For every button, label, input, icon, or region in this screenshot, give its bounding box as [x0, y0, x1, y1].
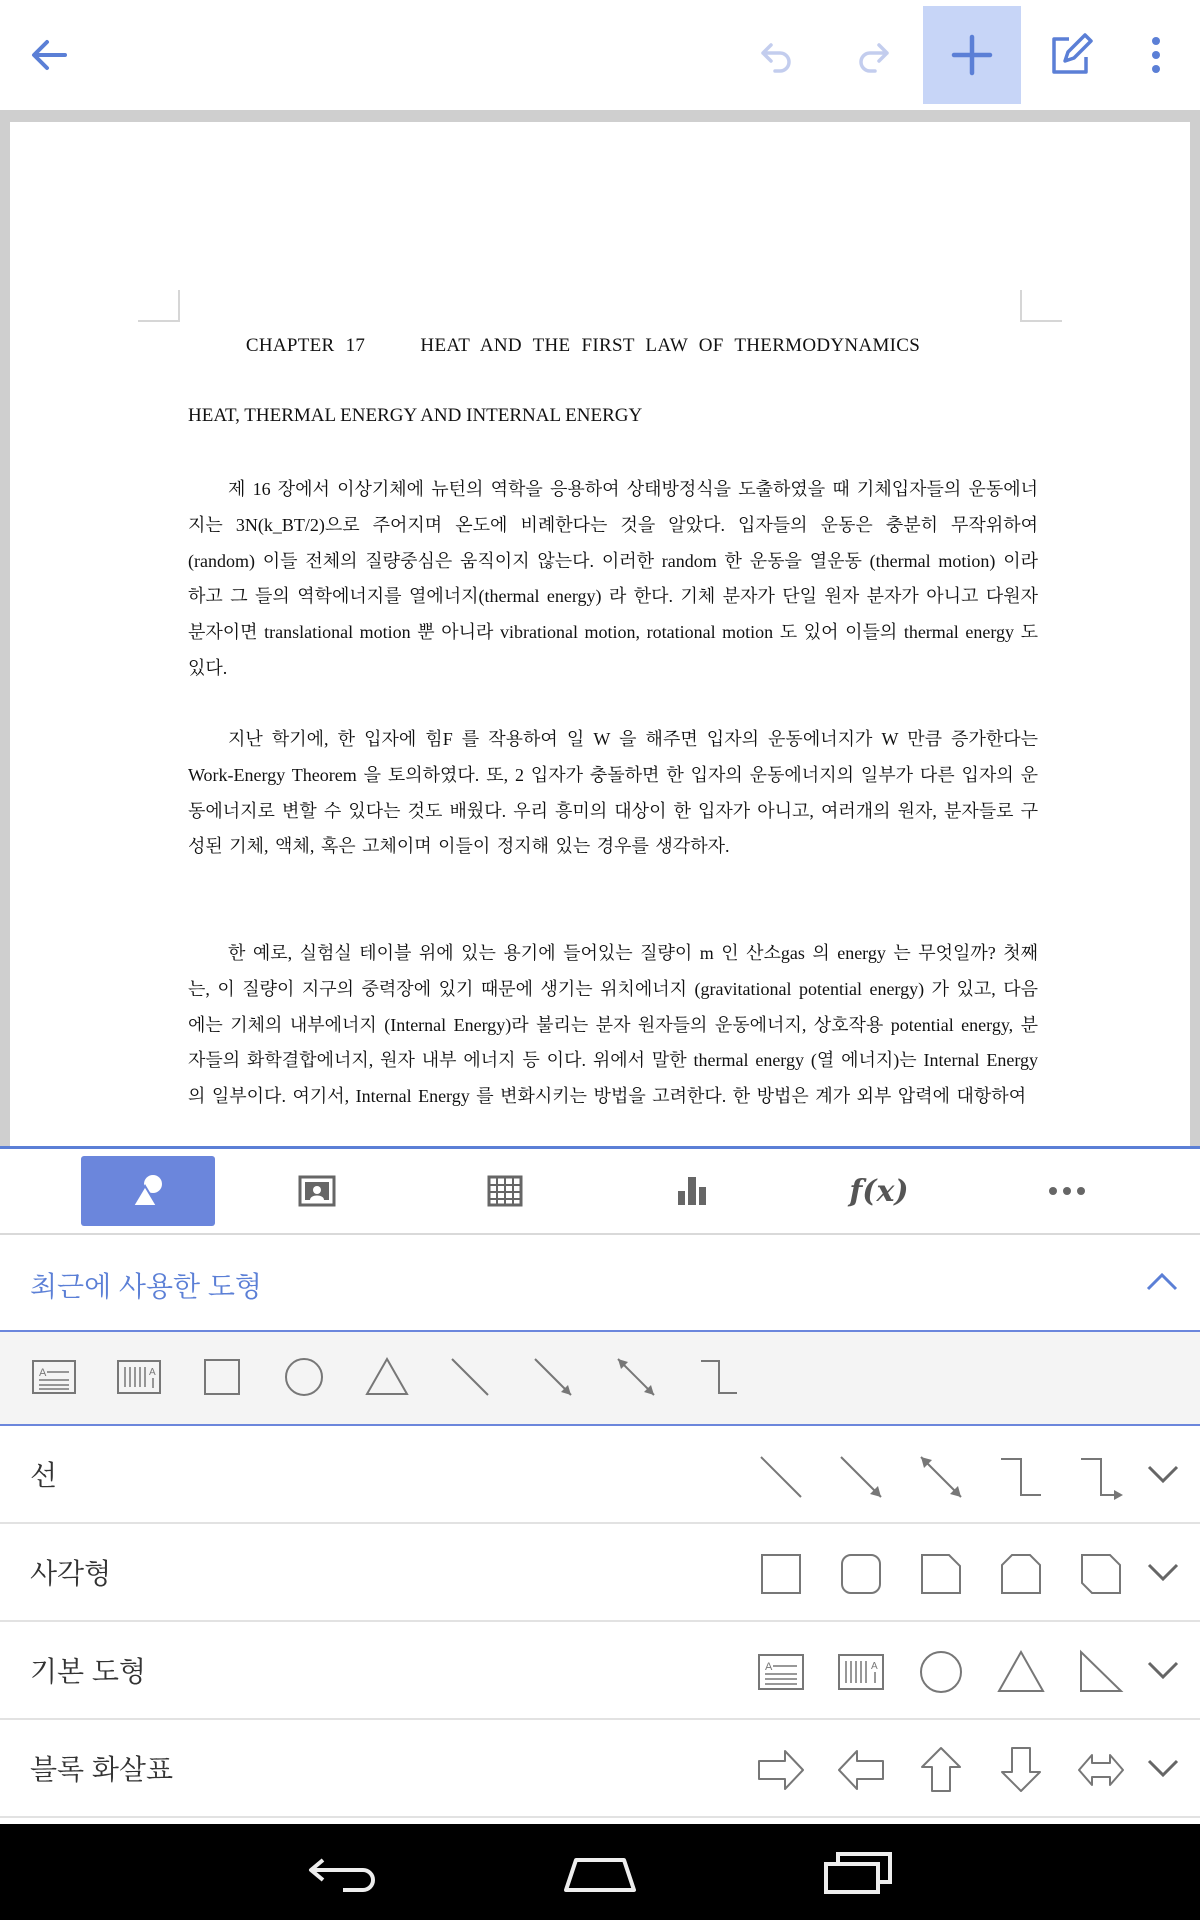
tab-function[interactable] [812, 1156, 946, 1226]
line-shape[interactable] [756, 1450, 806, 1500]
chevron-down-icon[interactable] [1142, 1550, 1184, 1592]
triangle-shape[interactable] [363, 1354, 411, 1400]
circle-shape[interactable] [916, 1646, 966, 1696]
function-icon: f(x) [849, 1173, 909, 1209]
chevron-up-icon[interactable] [1142, 1263, 1182, 1303]
recent-shapes-title: 최근에 사용한 도형 [30, 1271, 262, 1302]
category-basic-shapes[interactable] [0, 1622, 1200, 1720]
snip-corner-rectangle-shape[interactable] [916, 1548, 966, 1598]
chapter-heading: CHAPTER 17 HEAT AND THE FIRST LAW OF THERMODYNAMICS [245, 335, 921, 356]
snip-diagonal-rectangle-shape[interactable] [1076, 1548, 1126, 1598]
circle-shape[interactable] [280, 1354, 328, 1400]
category-label: 선 [30, 1460, 58, 1491]
paragraph: 한 예로, 실험실 테이블 위에 있는 용기에 들어있는 질량이 m 인 산소gas 의 energy 는 무엇일까? 첫째는, 이 질량이 지구의 중력장에 있기 때문에 생기는 위치에너지 (gravitational potential energy) 가 있고, 다음에는 기체의 내부에너지 (Internal Energy)라 불리는 분자 원자들의 운동에너지, 상호작용 potential energy, 분자들의 화학결합에너지, 원자 내부 에너지 등 이다. 위에서 말한 thermal energy (열 에너지)는 Internal Energy 의 일부이다. 여기서, Internal Energy 를 변화시키는 방법을 고려한다. 한 방법은 계가 외부 압력에 대항하여 [188, 943, 1038, 1107]
rectangle-shape[interactable] [198, 1354, 246, 1400]
tab-shapes[interactable] [81, 1156, 215, 1226]
text-box-horizontal-shape[interactable] [30, 1354, 78, 1400]
redo-icon [853, 35, 893, 75]
tab-more[interactable] [1000, 1156, 1134, 1226]
svg-text:A: A [871, 1661, 878, 1672]
paragraph: 제 16 장에서 이상기체에 뉴턴의 역학을 응용하여 상태방정식을 도출하였을 때 기체입자들의 운동에너지는 3N(k_BT/2)으로 주어지며 온도에 비례한다는 것을 알았다. 입자들의 운동은 충분히 무작위하여(random) 이들 전체의 질량중심은 움직이지 않는다. 이러한 random 한 운동을 열운동 (thermal motion) 이라 하고 그 들의 역학에너지를 열에너지(thermal energy) 라 한다. 기체 분자가 단일 원자 분자가 아니고 다원자 분자이면 translational motion 뿐 아니라 vibrational motion, rotational motion 도 있어 이들의 thermal energy 도 있다. [188, 479, 1038, 678]
plus-icon [950, 33, 994, 77]
shapes-icon [130, 1173, 166, 1209]
more-vertical-icon [1150, 35, 1162, 75]
category-rectangles[interactable] [0, 1524, 1200, 1622]
snip-two-corner-rectangle-shape[interactable] [996, 1548, 1046, 1598]
chevron-down-icon[interactable] [1142, 1746, 1184, 1788]
margin-corner-right [1020, 290, 1062, 322]
double-arrow-shape[interactable] [612, 1354, 660, 1400]
chart-icon [676, 1175, 708, 1207]
recent-shapes-row [0, 1332, 1200, 1424]
svg-text:A: A [39, 1367, 47, 1379]
svg-text:A: A [765, 1661, 773, 1673]
paragraph: 지난 학기에, 한 입자에 힘F 를 작용하여 일 W 을 해주면 입자의 운동에너지가 W 만큼 증가한다는 Work-Energy Theorem 을 토의하였다. 또, 2 입자가 충돌하면 한 입자의 운동에너지의 일부가 다른 입자의 운동에너지로 변할 수 있다는 것도 배웠다. 우리 흥미의 대상이 한 입자가 아니고, 여러개의 원자, 분자들로 구성된 기체, 액체, 혹은 고체이며 이들이 정지해 있는 경우를 생각하자. [188, 729, 1038, 857]
insert-button[interactable] [923, 6, 1021, 104]
category-label: 사각형 [30, 1558, 112, 1589]
triangle-shape[interactable] [996, 1646, 1046, 1696]
image-icon [298, 1175, 336, 1207]
text-box-horizontal-shape[interactable] [756, 1646, 806, 1696]
arrow-shape[interactable] [836, 1450, 886, 1500]
chevron-down-icon[interactable] [1142, 1648, 1184, 1690]
rounded-rectangle-shape[interactable] [836, 1548, 886, 1598]
svg-text:A: A [149, 1367, 156, 1378]
rectangle-shape[interactable] [756, 1548, 806, 1598]
category-label: 블록 화살표 [30, 1754, 174, 1785]
undo-icon [757, 35, 797, 75]
system-navigation-bar [0, 1824, 1200, 1920]
double-arrow-shape[interactable] [916, 1450, 966, 1500]
arrow-shape[interactable] [529, 1354, 577, 1400]
left-right-arrow-shape[interactable] [1076, 1744, 1126, 1794]
recent-shapes-header[interactable] [0, 1235, 1200, 1330]
edit-button[interactable] [1022, 6, 1120, 104]
back-arrow-icon [29, 35, 69, 75]
tab-image[interactable] [250, 1156, 384, 1226]
nav-home-icon[interactable] [560, 1846, 640, 1898]
top-toolbar [0, 0, 1200, 110]
table-icon [487, 1175, 523, 1207]
category-lines[interactable] [0, 1426, 1200, 1524]
insert-tabs [0, 1149, 1200, 1234]
up-arrow-shape[interactable] [916, 1744, 966, 1794]
elbow-arrow-shape[interactable] [1076, 1450, 1126, 1500]
back-button[interactable] [0, 6, 98, 104]
down-arrow-shape[interactable] [996, 1744, 1046, 1794]
right-triangle-shape[interactable] [1076, 1646, 1126, 1696]
text-box-vertical-shape[interactable] [836, 1646, 886, 1696]
right-arrow-shape[interactable] [756, 1744, 806, 1794]
document-area[interactable] [0, 110, 1200, 1148]
more-options-button[interactable] [1118, 6, 1194, 104]
left-arrow-shape[interactable] [836, 1744, 886, 1794]
nav-back-icon[interactable] [303, 1846, 383, 1898]
undo-button[interactable] [728, 6, 826, 104]
tab-table[interactable] [438, 1156, 572, 1226]
category-label: 기본 도형 [30, 1656, 146, 1687]
text-box-vertical-shape[interactable] [115, 1354, 163, 1400]
elbow-connector-shape[interactable] [695, 1354, 743, 1400]
line-shape[interactable] [446, 1354, 494, 1400]
margin-corner-left [138, 290, 180, 322]
nav-recents-icon[interactable] [818, 1846, 898, 1898]
section-heading: HEAT, THERMAL ENERGY AND INTERNAL ENERGY [188, 405, 643, 426]
chevron-down-icon[interactable] [1142, 1452, 1184, 1494]
redo-button[interactable] [824, 6, 922, 104]
document-page[interactable] [10, 122, 1190, 1148]
tab-chart[interactable] [625, 1156, 759, 1226]
edit-icon [1049, 33, 1093, 77]
category-block-arrows[interactable] [0, 1720, 1200, 1818]
elbow-connector-shape[interactable] [996, 1450, 1046, 1500]
more-horizontal-icon [1047, 1186, 1087, 1196]
